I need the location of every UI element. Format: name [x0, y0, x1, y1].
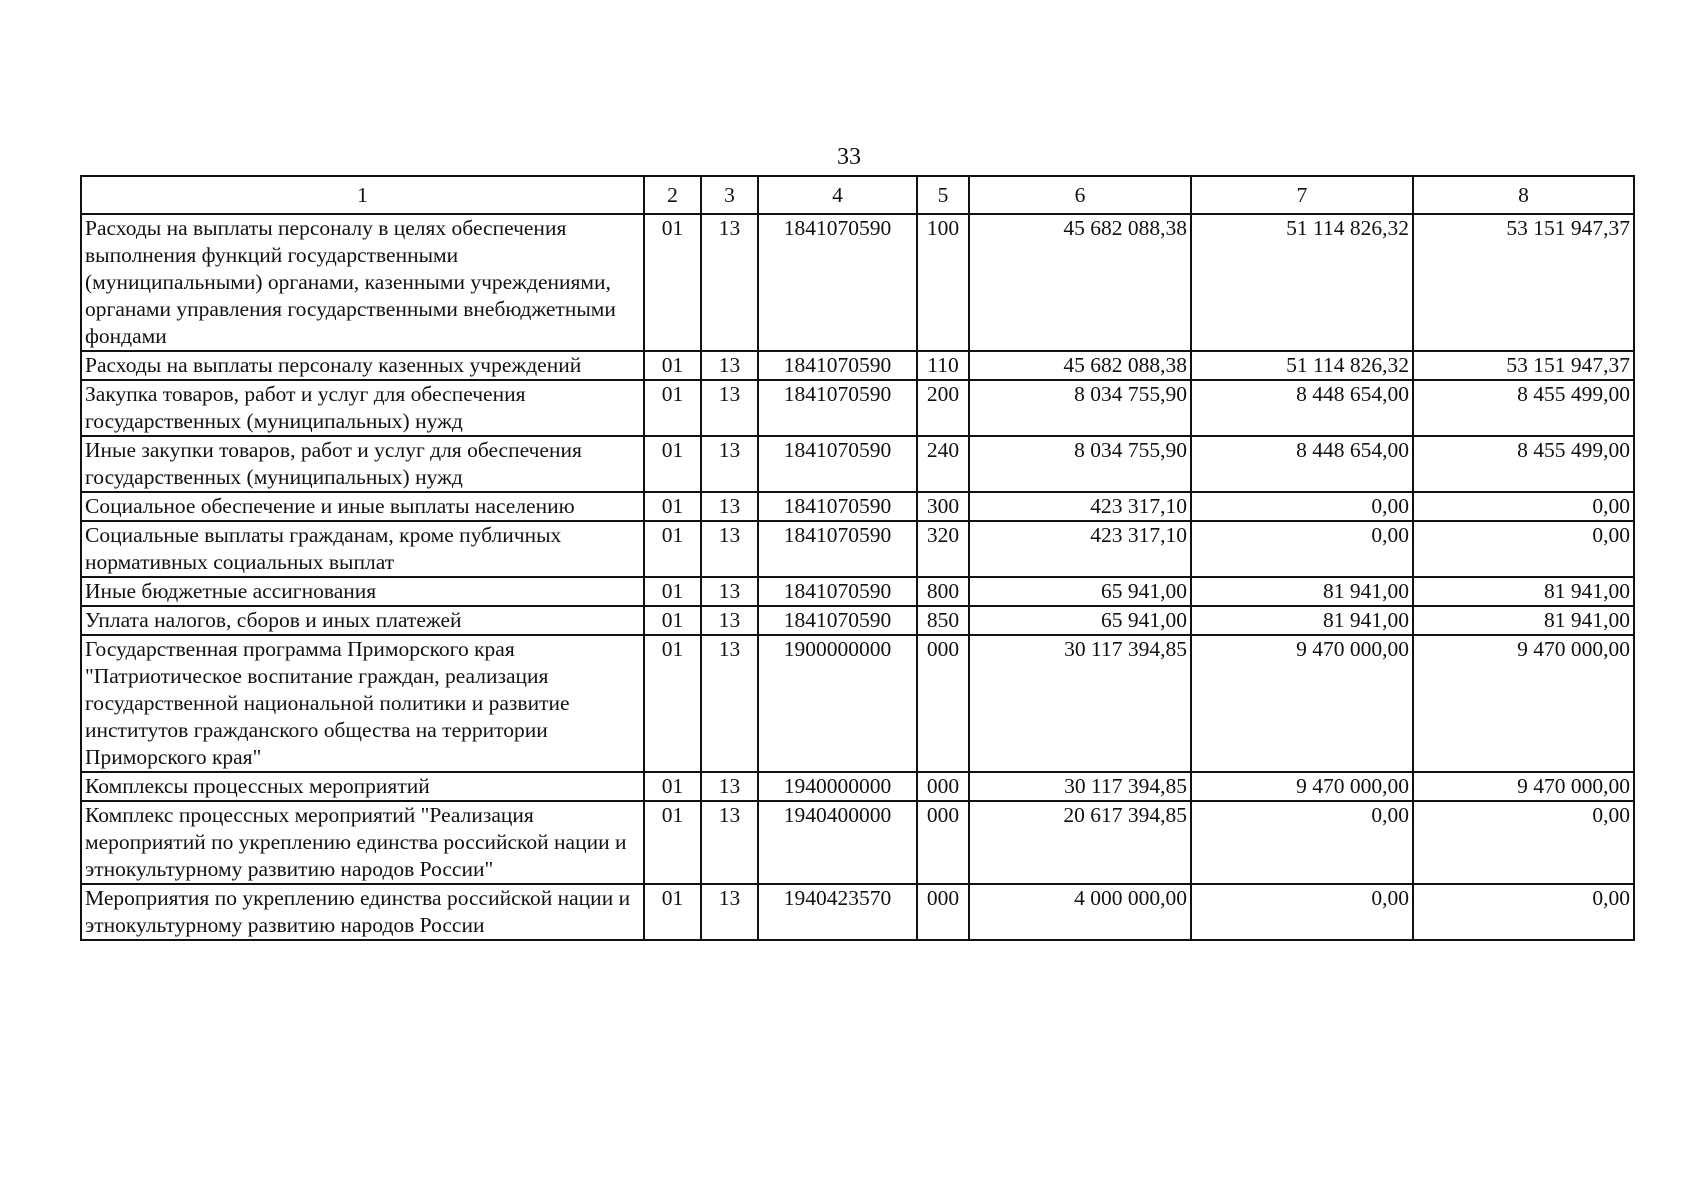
target-article-code: 1841070590	[758, 214, 917, 351]
subsection-code: 13	[701, 380, 758, 436]
section-code: 01	[644, 635, 701, 772]
expense-name: Иные бюджетные ассигнования	[81, 577, 644, 606]
table-row	[81, 380, 1634, 436]
target-article-code: 1940400000	[758, 801, 917, 884]
table-row	[81, 492, 1634, 521]
header-col-4: 4	[758, 176, 917, 214]
section-code: 01	[644, 521, 701, 577]
target-article-code: 1841070590	[758, 521, 917, 577]
table-row	[81, 635, 1634, 772]
expense-type-code: 850	[917, 606, 969, 635]
amount-col-7: 51 114 826,32	[1191, 351, 1413, 380]
amount-col-7: 9 470 000,00	[1191, 772, 1413, 801]
subsection-code: 13	[701, 492, 758, 521]
amount-col-8: 81 941,00	[1413, 606, 1634, 635]
subsection-code: 13	[701, 884, 758, 940]
section-code: 01	[644, 492, 701, 521]
header-col-3: 3	[701, 176, 758, 214]
expense-type-code: 240	[917, 436, 969, 492]
subsection-code: 13	[701, 214, 758, 351]
expense-name: Социальное обеспечение и иные выплаты населению	[81, 492, 644, 521]
expense-type-code: 000	[917, 884, 969, 940]
expense-name: Расходы на выплаты персоналу казенных учреждений	[81, 351, 644, 380]
amount-col-6: 423 317,10	[969, 492, 1191, 521]
expense-name: Социальные выплаты гражданам, кроме публичных нормативных социальных выплат	[81, 521, 644, 577]
table-row	[81, 521, 1634, 577]
expense-name: Государственная программа Приморского края "Патриотическое воспитание граждан, реализация государственной национальной политики и развитие институтов гражданского общества на территории Приморского края"	[81, 635, 644, 772]
expense-type-code: 000	[917, 635, 969, 772]
amount-col-6: 45 682 088,38	[969, 214, 1191, 351]
expense-name: Мероприятия по укреплению единства российской нации и этнокультурному развитию народов России	[81, 884, 644, 940]
amount-col-8: 8 455 499,00	[1413, 380, 1634, 436]
amount-col-7: 8 448 654,00	[1191, 380, 1413, 436]
expense-type-code: 100	[917, 214, 969, 351]
amount-col-8: 81 941,00	[1413, 577, 1634, 606]
section-code: 01	[644, 606, 701, 635]
amount-col-7: 81 941,00	[1191, 577, 1413, 606]
section-code: 01	[644, 214, 701, 351]
subsection-code: 13	[701, 801, 758, 884]
table-row	[81, 214, 1634, 351]
table-row	[81, 577, 1634, 606]
table-header-row	[81, 176, 1634, 214]
section-code: 01	[644, 772, 701, 801]
target-article-code: 1940423570	[758, 884, 917, 940]
subsection-code: 13	[701, 351, 758, 380]
amount-col-7: 81 941,00	[1191, 606, 1413, 635]
amount-col-7: 0,00	[1191, 521, 1413, 577]
expense-name: Расходы на выплаты персоналу в целях обеспечения выполнения функций государственными (муниципальными) органами, казенными учреждениями, органами управления государственными внебюджетными фондами	[81, 214, 644, 351]
section-code: 01	[644, 380, 701, 436]
expense-type-code: 800	[917, 577, 969, 606]
header-col-7: 7	[1191, 176, 1413, 214]
amount-col-6: 30 117 394,85	[969, 772, 1191, 801]
subsection-code: 13	[701, 772, 758, 801]
subsection-code: 13	[701, 521, 758, 577]
amount-col-6: 20 617 394,85	[969, 801, 1191, 884]
subsection-code: 13	[701, 606, 758, 635]
target-article-code: 1841070590	[758, 606, 917, 635]
amount-col-8: 0,00	[1413, 884, 1634, 940]
target-article-code: 1841070590	[758, 380, 917, 436]
section-code: 01	[644, 436, 701, 492]
header-col-5: 5	[917, 176, 969, 214]
amount-col-6: 423 317,10	[969, 521, 1191, 577]
amount-col-7: 8 448 654,00	[1191, 436, 1413, 492]
amount-col-8: 53 151 947,37	[1413, 351, 1634, 380]
expense-type-code: 300	[917, 492, 969, 521]
amount-col-6: 65 941,00	[969, 606, 1191, 635]
amount-col-8: 0,00	[1413, 521, 1634, 577]
target-article-code: 1900000000	[758, 635, 917, 772]
amount-col-6: 30 117 394,85	[969, 635, 1191, 772]
section-code: 01	[644, 801, 701, 884]
subsection-code: 13	[701, 577, 758, 606]
budget-table	[80, 175, 1635, 941]
amount-col-7: 0,00	[1191, 492, 1413, 521]
expense-type-code: 000	[917, 772, 969, 801]
header-col-8: 8	[1413, 176, 1634, 214]
expense-type-code: 000	[917, 801, 969, 884]
expense-name: Комплекс процессных мероприятий "Реализация мероприятий по укреплению единства российской нации и этнокультурному развитию народов России"	[81, 801, 644, 884]
amount-col-8: 9 470 000,00	[1413, 772, 1634, 801]
header-col-1: 1	[81, 176, 644, 214]
amount-col-7: 0,00	[1191, 884, 1413, 940]
expense-type-code: 320	[917, 521, 969, 577]
expense-name: Комплексы процессных мероприятий	[81, 772, 644, 801]
amount-col-6: 65 941,00	[969, 577, 1191, 606]
amount-col-7: 0,00	[1191, 801, 1413, 884]
subsection-code: 13	[701, 436, 758, 492]
target-article-code: 1940000000	[758, 772, 917, 801]
section-code: 01	[644, 884, 701, 940]
expense-type-code: 200	[917, 380, 969, 436]
amount-col-6: 8 034 755,90	[969, 380, 1191, 436]
header-col-6: 6	[969, 176, 1191, 214]
amount-col-8: 8 455 499,00	[1413, 436, 1634, 492]
target-article-code: 1841070590	[758, 492, 917, 521]
amount-col-8: 53 151 947,37	[1413, 214, 1634, 351]
amount-col-8: 0,00	[1413, 492, 1634, 521]
page-number: 33	[837, 144, 861, 170]
table-row	[81, 772, 1634, 801]
table-row	[81, 801, 1634, 884]
expense-name: Уплата налогов, сборов и иных платежей	[81, 606, 644, 635]
table-row	[81, 436, 1634, 492]
amount-col-6: 4 000 000,00	[969, 884, 1191, 940]
amount-col-6: 8 034 755,90	[969, 436, 1191, 492]
target-article-code: 1841070590	[758, 436, 917, 492]
table-row	[81, 884, 1634, 940]
subsection-code: 13	[701, 635, 758, 772]
table-row	[81, 351, 1634, 380]
header-col-2: 2	[644, 176, 701, 214]
table-row	[81, 606, 1634, 635]
table-body	[81, 214, 1634, 940]
amount-col-7: 51 114 826,32	[1191, 214, 1413, 351]
amount-col-7: 9 470 000,00	[1191, 635, 1413, 772]
expense-type-code: 110	[917, 351, 969, 380]
expense-name: Закупка товаров, работ и услуг для обеспечения государственных (муниципальных) нужд	[81, 380, 644, 436]
amount-col-8: 0,00	[1413, 801, 1634, 884]
expense-name: Иные закупки товаров, работ и услуг для обеспечения государственных (муниципальных) нужд	[81, 436, 644, 492]
section-code: 01	[644, 351, 701, 380]
amount-col-6: 45 682 088,38	[969, 351, 1191, 380]
target-article-code: 1841070590	[758, 577, 917, 606]
amount-col-8: 9 470 000,00	[1413, 635, 1634, 772]
target-article-code: 1841070590	[758, 351, 917, 380]
section-code: 01	[644, 577, 701, 606]
